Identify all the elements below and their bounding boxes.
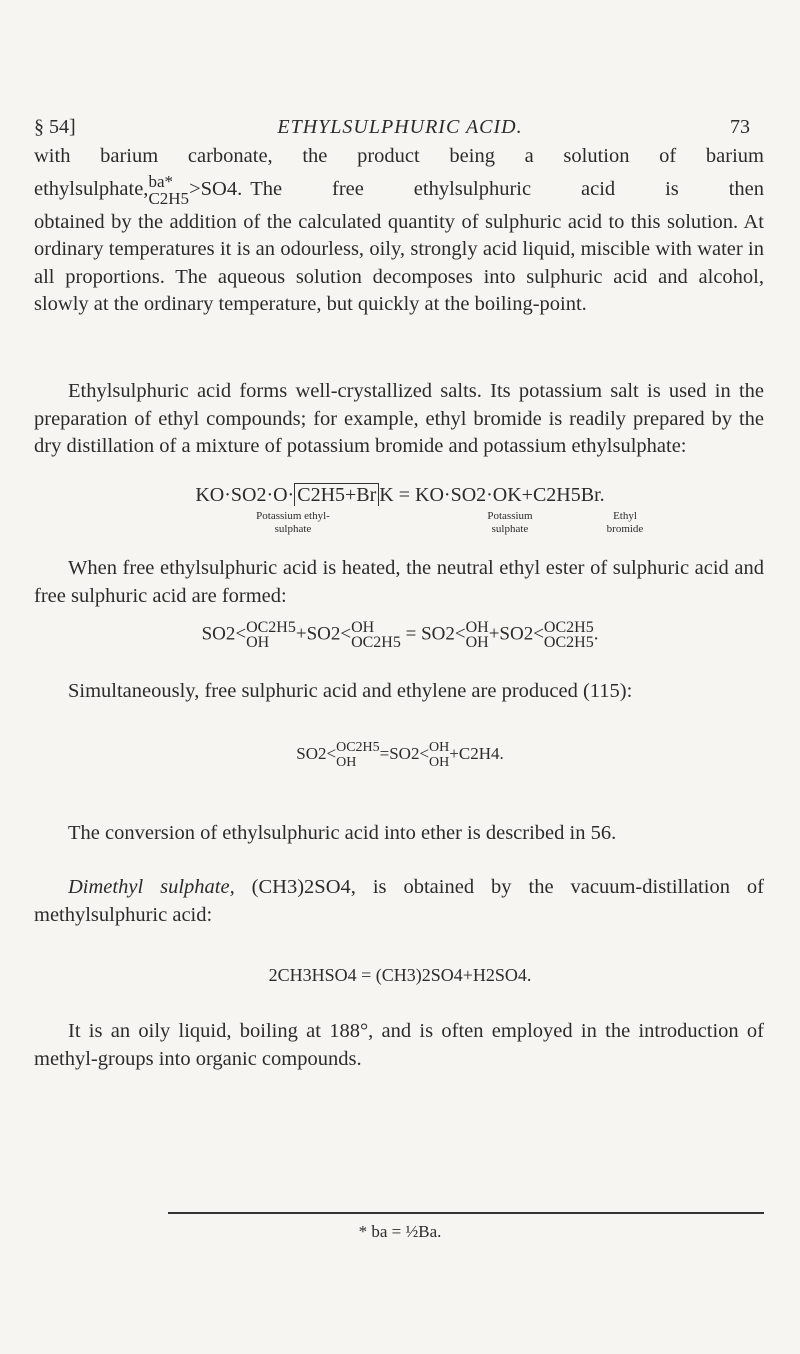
eq2-f4a: OC2H5	[543, 619, 594, 636]
caption-potassium-sulphate	[460, 510, 560, 536]
paragraph-1	[34, 143, 764, 319]
eq2-p1: +SO2<	[295, 623, 352, 645]
equation-2	[0, 620, 800, 650]
paragraph-6	[34, 874, 764, 929]
text-free-acid: The free ethylsulphuric acid is then	[250, 177, 764, 200]
eq2-f3a: OH	[465, 619, 489, 636]
paragraph-4: Simultaneously, free sulphuric acid and ethylene are produced (115):	[68, 680, 633, 702]
running-title: ETHYLSULPHURIC ACID.	[277, 116, 523, 138]
equation-1	[0, 484, 800, 507]
paragraph-2: Ethylsulphuric acid forms well-crystallized salts. Its potassium salt is used in the preparation of ethyl compounds; for example, ethyl bromide is readily prepared by the dry distillation of a mixture of potassium bromide and potassium ethylsulphate:	[34, 380, 764, 458]
eq2-f3b: OH	[465, 634, 489, 651]
caption-2a: Potassium	[487, 510, 533, 522]
footnote: * ba = ½Ba.	[358, 1222, 442, 1241]
caption-potassium-ethylsulphate	[228, 510, 358, 536]
eq1-left: KO·SO2·O·	[195, 484, 295, 506]
formula-so4: >SO4.	[189, 177, 243, 200]
paragraph-3: When free ethylsulphuric acid is heated, the neutral ethyl ester of sulphuric acid and free sulphuric acid are formed:	[34, 557, 764, 607]
eq3-f1b: OH	[336, 755, 357, 770]
paragraph-1-line-1: with barium carbonate, the product being a solution of barium	[34, 145, 764, 167]
paragraph-1-line-2	[34, 171, 764, 209]
paragraph-1-rest: obtained by the addition of the calculated quantity of sulphuric acid to this solution. At ordinary temperatures it is an odourless, oily, strongly acid liquid, miscible with water in all proportions. The aqueous solution decomposes into sulphuric acid and alcohol, slowly at the ordinary temperature, but quickly at the boiling-point.	[34, 210, 764, 316]
eq3-t1: SO2<	[296, 743, 337, 763]
eq3-end: +C2H4.	[449, 743, 504, 763]
eq2-f1a: OC2H5	[246, 619, 296, 636]
equation-3	[0, 740, 800, 770]
paragraph-6-text: (CH3)2SO4, is obtained by the vacuum-distillation of methylsulphuric acid:	[34, 876, 764, 926]
footnote-rule	[168, 1212, 764, 1214]
eq2-f2b: OC2H5	[351, 634, 401, 651]
caption-3a: Ethyl	[613, 510, 637, 522]
eq2-t1: SO2<	[201, 623, 247, 645]
formula-ba: ba*	[148, 171, 173, 191]
eq1-right: K = KO·SO2·OK+C2H5Br.	[379, 484, 605, 506]
paragraph-5: The conversion of ethylsulphuric acid into ether is described in 56.	[68, 822, 617, 844]
eq1-boxed: C2H5+Br	[294, 483, 379, 506]
equation-4: 2CH3HSO4 = (CH3)2SO4+H2SO4.	[268, 965, 532, 985]
eq2-eq: = SO2<	[400, 623, 466, 645]
section-number: § 54]	[34, 116, 76, 138]
page-number: 73	[730, 116, 750, 138]
caption-1b: sulphate	[274, 523, 312, 535]
eq3-eq: =SO2<	[379, 743, 430, 763]
text-ethylsulphate: ethylsulphate,	[34, 177, 149, 200]
eq2-f2a: OH	[351, 619, 375, 636]
barium-ethylsulphate-formula	[148, 173, 242, 207]
eq2-p2: +SO2<	[488, 623, 544, 645]
eq3-f2a: OH	[429, 740, 450, 755]
caption-ethyl-bromide	[580, 510, 670, 536]
eq3-f2b: OH	[429, 755, 450, 770]
eq2-end: .	[593, 623, 599, 645]
paragraph-7: It is an oily liquid, boiling at 188°, and is often employed in the introduction of methyl-groups into organic compounds.	[34, 1020, 764, 1070]
caption-2b: sulphate	[491, 523, 529, 535]
dimethyl-sulphate-term: Dimethyl sulphate,	[68, 876, 235, 898]
eq2-f4b: OC2H5	[543, 634, 594, 651]
caption-1a: Potassium ethyl-	[256, 510, 330, 522]
formula-c2h5: C2H5	[148, 188, 190, 208]
caption-3b: bromide	[606, 523, 644, 535]
eq3-f1a: OC2H5	[336, 740, 380, 755]
eq2-f1b: OH	[246, 634, 270, 651]
